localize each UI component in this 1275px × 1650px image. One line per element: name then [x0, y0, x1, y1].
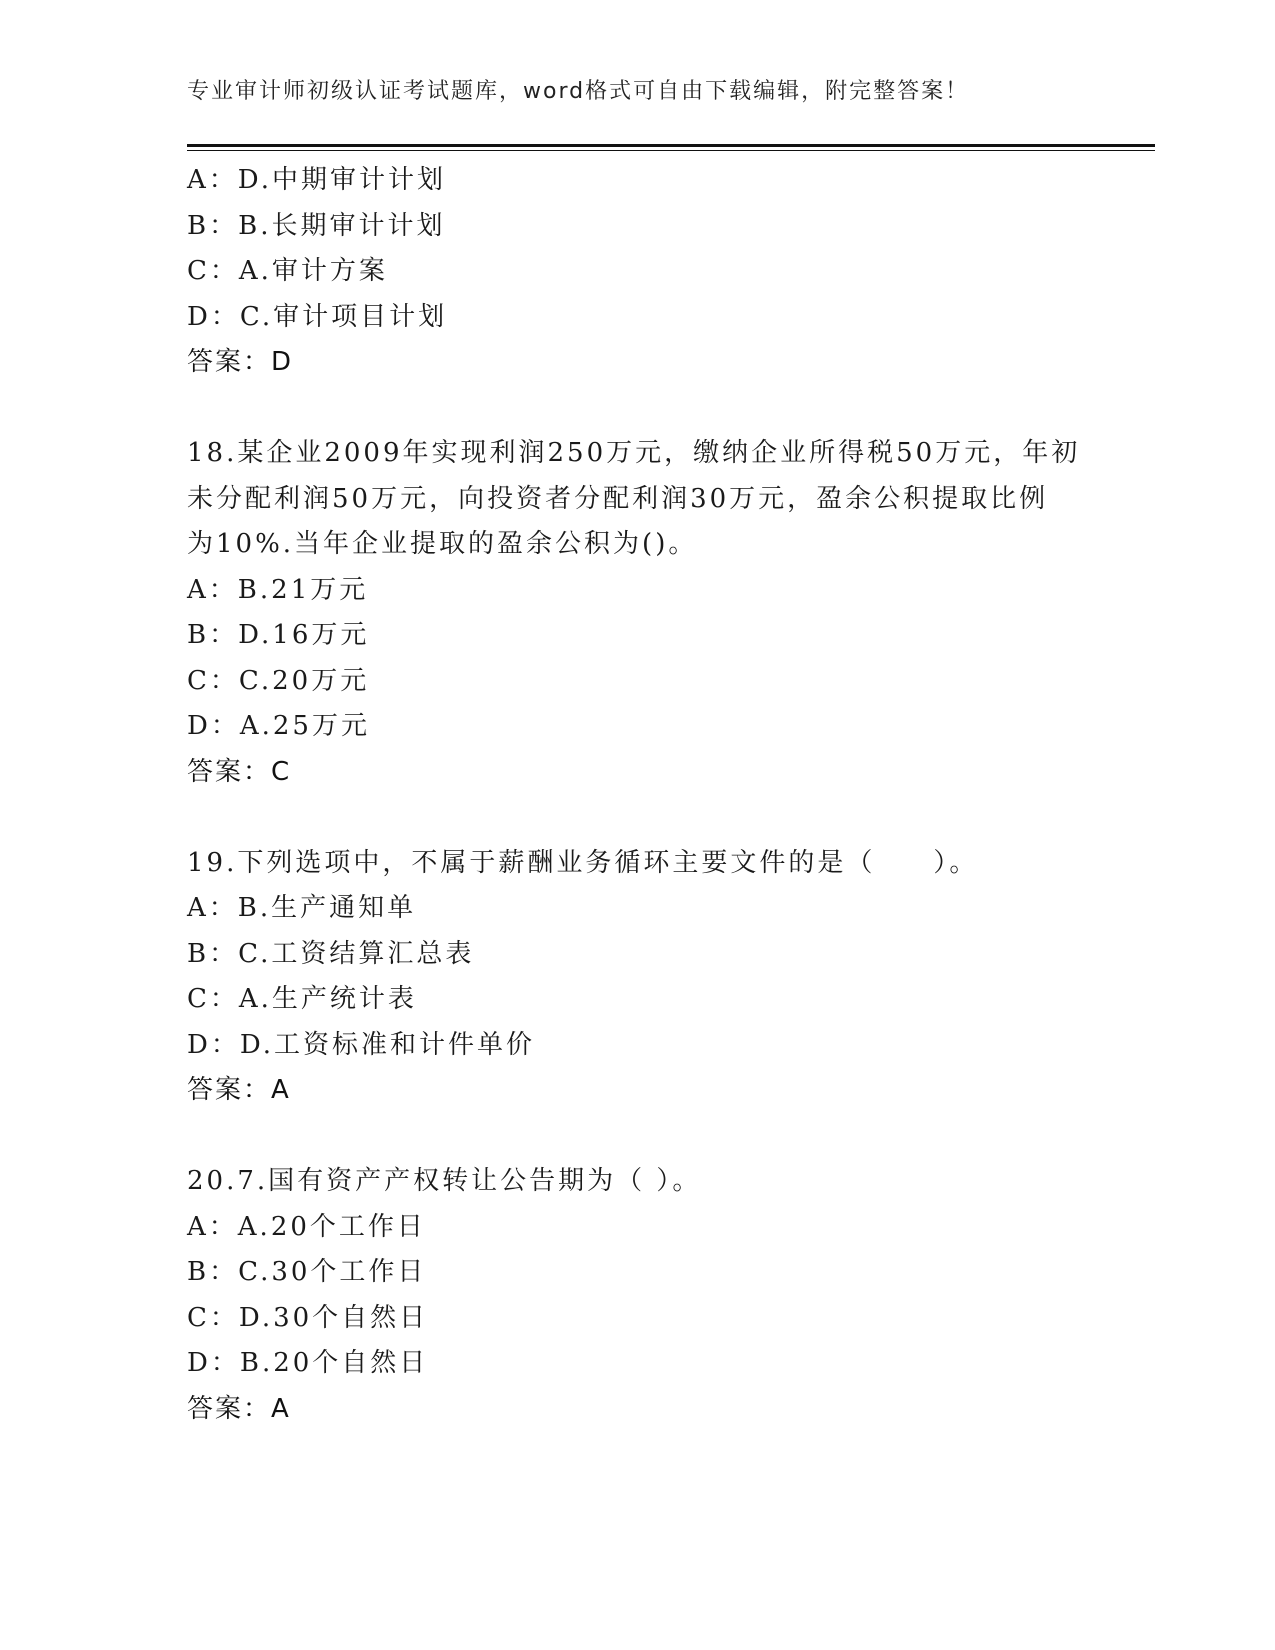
- page-header: 专业审计师初级认证考试题库，word格式可自由下载编辑，附完整答案！: [187, 79, 970, 104]
- question-content: [187, 158, 1087, 1432]
- option-c: C：A.生产统计表: [187, 984, 417, 1014]
- option-b: B：C.30个工作日: [187, 1257, 427, 1287]
- answer-line: 答案：A: [187, 1393, 291, 1424]
- header-divider-thick: [187, 144, 1155, 147]
- spacer: [187, 1114, 1087, 1160]
- answer-line: 答案：D: [187, 347, 294, 377]
- spacer: [187, 386, 1087, 432]
- question-text-line: 18.某企业2009年实现利润250万元，缴纳企业所得税50万元，年初: [187, 438, 1081, 468]
- option-b: B：B.长期审计计划: [187, 210, 446, 241]
- option-d: D：D.工资标准和计件单价: [187, 1029, 536, 1060]
- option-a: A：D.中期审计计划: [187, 165, 446, 195]
- option-d: D：C.审计项目计划: [187, 301, 448, 332]
- option-d: D：A.25万元: [187, 711, 370, 741]
- option-c: C：A.审计方案: [187, 256, 388, 286]
- answer-line: 答案：C: [187, 756, 292, 787]
- question-text-line: 20.7.国有资产产权转让公告期为（ ）。: [187, 1166, 702, 1196]
- header-divider-thin: [187, 150, 1155, 151]
- question-block-19: [187, 841, 1087, 1114]
- option-a: A：A.20个工作日: [187, 1211, 426, 1242]
- question-block-17: [187, 158, 1087, 386]
- question-block-18: [187, 431, 1087, 795]
- question-text-line: 未分配利润50万元，向投资者分配利润30万元，盈余公积提取比例: [187, 483, 1049, 514]
- answer-line: 答案：A: [187, 1075, 291, 1105]
- option-a: A：B.生产通知单: [187, 893, 417, 923]
- option-a: A：B.21万元: [187, 574, 369, 605]
- spacer: [187, 795, 1087, 841]
- option-c: C：C.20万元: [187, 665, 370, 696]
- question-text-line: 19.下列选项中，不属于薪酬业务循环主要文件的是（ ）。: [187, 847, 979, 878]
- option-d: D：B.20个自然日: [187, 1348, 429, 1378]
- option-c: C：D.30个自然日: [187, 1302, 429, 1333]
- option-b: B：C.工资结算汇总表: [187, 938, 475, 969]
- option-b: B：D.16万元: [187, 620, 370, 650]
- question-text-line: 为10%.当年企业提取的盈余公积为()。: [187, 529, 698, 559]
- question-block-20: [187, 1159, 1087, 1432]
